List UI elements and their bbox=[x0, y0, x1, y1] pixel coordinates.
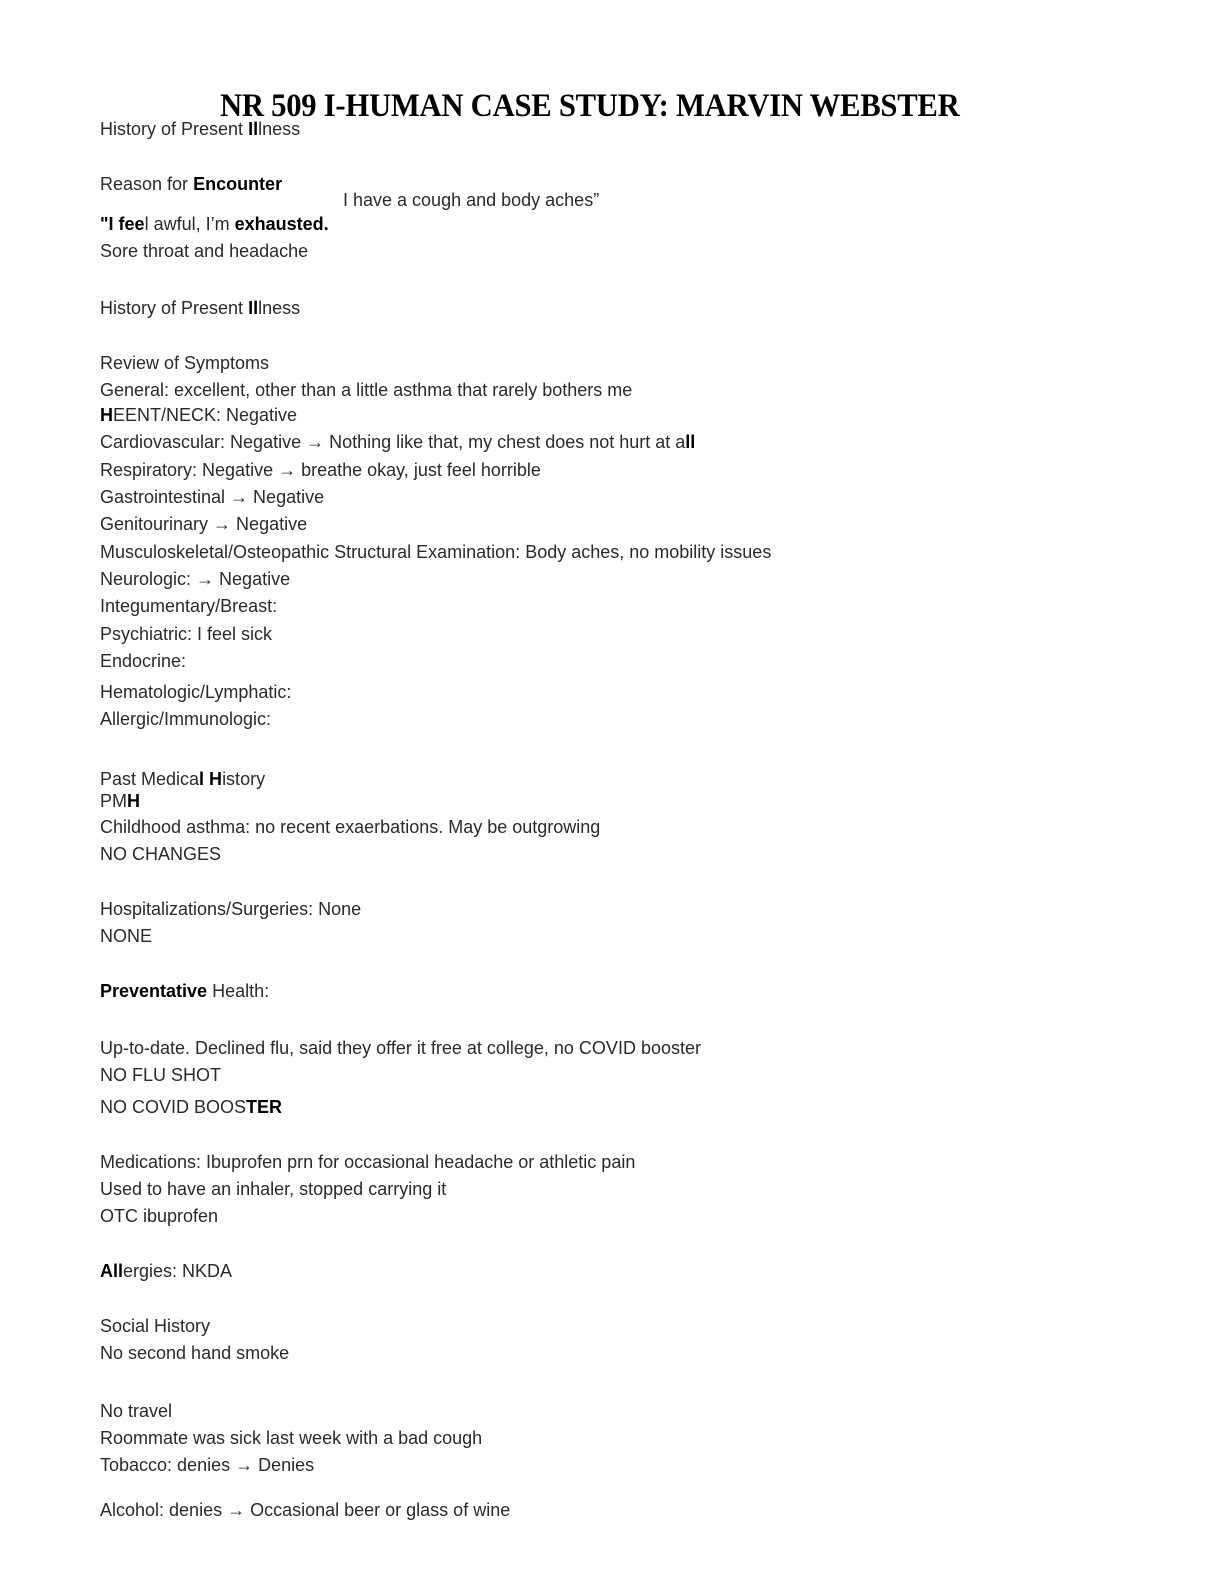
text-segment: "I fee bbox=[100, 214, 145, 234]
text-line bbox=[100, 173, 282, 195]
text-segment: OTC ibuprofen bbox=[100, 1206, 219, 1226]
text-line bbox=[100, 816, 600, 838]
text-line bbox=[100, 1037, 701, 1059]
text-segment: Roommate was sick last week with a bad cough bbox=[100, 1428, 483, 1448]
text-segment: Reason for bbox=[100, 174, 194, 194]
text-line bbox=[100, 898, 361, 920]
text-line bbox=[100, 925, 152, 947]
text-line bbox=[100, 240, 308, 262]
text-segment: I have a cough and body aches” bbox=[343, 190, 600, 210]
text-segment: Tobacco: denies → Denies bbox=[100, 1455, 315, 1475]
text-segment: NO CHANGES bbox=[100, 844, 222, 864]
text-segment: Integumentary/Breast: bbox=[100, 596, 278, 616]
text-segment: Up-to-date. Declined flu, said they offer it free at college, no COVID booster bbox=[100, 1038, 701, 1058]
text-line bbox=[100, 1064, 221, 1086]
text-line bbox=[100, 843, 221, 865]
text-line bbox=[100, 1454, 314, 1476]
text-segment: Hospitalizations/Surgeries: None bbox=[100, 899, 362, 919]
text-segment: Childhood asthma: no recent exaerbations. May be outgrowing bbox=[100, 817, 601, 837]
text-segment: Gastrointestinal → Negative bbox=[100, 487, 325, 507]
text-line bbox=[100, 404, 297, 426]
text-segment: istory bbox=[222, 769, 266, 789]
text-line bbox=[100, 681, 291, 703]
text-segment: Respiratory: Negative → breathe okay, just feel horrible bbox=[100, 460, 541, 480]
text-segment: Endocrine: bbox=[100, 651, 187, 671]
text-line bbox=[100, 486, 324, 508]
text-segment: Musculoskeletal/Osteopathic Structural Examination: Body aches, no mobility issues bbox=[100, 542, 772, 562]
text-segment: Genitourinary → Negative bbox=[100, 514, 308, 534]
text-line bbox=[100, 623, 272, 645]
text-segment: Il bbox=[248, 119, 259, 139]
text-segment: exhausted. bbox=[234, 214, 329, 234]
text-line bbox=[343, 189, 599, 211]
text-segment: No second hand smoke bbox=[100, 1343, 290, 1363]
text-line bbox=[100, 459, 541, 481]
text-segment: Cardiovascular: Negative → Nothing like that, my chest does not hurt at a bbox=[100, 432, 686, 452]
text-segment: Health: bbox=[207, 981, 270, 1001]
text-segment: lness bbox=[258, 119, 301, 139]
text-segment: Used to have an inhaler, stopped carrying it bbox=[100, 1179, 447, 1199]
text-line bbox=[100, 541, 771, 563]
text-segment: History of Present bbox=[100, 119, 249, 139]
text-line bbox=[100, 379, 632, 401]
text-line bbox=[100, 1151, 635, 1173]
text-line bbox=[100, 431, 695, 453]
text-segment: Allergic/Immunologic: bbox=[100, 709, 272, 729]
text-line bbox=[100, 650, 186, 672]
text-segment: Social History bbox=[100, 1316, 211, 1336]
text-segment: Past Medica bbox=[100, 769, 200, 789]
document-title: NR 509 I-HUMAN CASE STUDY: MARVIN WEBSTER bbox=[220, 88, 960, 124]
text-segment: Il bbox=[248, 298, 259, 318]
text-segment: H bbox=[100, 405, 113, 425]
text-segment: History of Present bbox=[100, 298, 249, 318]
text-segment: l H bbox=[199, 769, 223, 789]
text-segment: Review of Symptoms bbox=[100, 353, 270, 373]
text-line bbox=[100, 1260, 232, 1282]
text-segment: No travel bbox=[100, 1401, 173, 1421]
text-segment: Hematologic/Lymphatic: bbox=[100, 682, 292, 702]
text-line bbox=[100, 768, 265, 790]
text-line bbox=[100, 1178, 446, 1200]
text-line bbox=[100, 297, 300, 319]
text-line bbox=[100, 595, 277, 617]
text-line bbox=[100, 213, 329, 235]
text-segment: General: excellent, other than a little asthma that rarely bothers me bbox=[100, 380, 633, 400]
text-segment: Sore throat and headache bbox=[100, 241, 309, 261]
text-line bbox=[100, 790, 140, 812]
text-line bbox=[100, 568, 290, 590]
text-line bbox=[100, 352, 269, 374]
text-segment: lness bbox=[258, 298, 301, 318]
text-line bbox=[100, 118, 300, 140]
text-segment: ergies: NKDA bbox=[123, 1261, 233, 1281]
text-segment: EENT/NECK: Negative bbox=[113, 405, 298, 425]
text-segment: Psychiatric: I feel sick bbox=[100, 624, 273, 644]
text-line bbox=[100, 1315, 210, 1337]
text-segment: Preventative bbox=[100, 981, 208, 1001]
text-segment: All bbox=[100, 1261, 124, 1281]
text-segment: TER bbox=[246, 1097, 283, 1117]
text-line bbox=[100, 1427, 482, 1449]
text-segment: Encounter bbox=[193, 174, 283, 194]
text-segment: ll bbox=[685, 432, 696, 452]
text-segment: Alcohol: denies → Occasional beer or glass of wine bbox=[100, 1500, 511, 1520]
text-line bbox=[100, 1400, 172, 1422]
text-segment: Medications: Ibuprofen prn for occasional headache or athletic pain bbox=[100, 1152, 636, 1172]
text-segment: l awful, I’m bbox=[144, 214, 235, 234]
text-segment: Neurologic: → Negative bbox=[100, 569, 291, 589]
text-line bbox=[100, 980, 269, 1002]
text-line bbox=[100, 1499, 510, 1521]
text-segment: NO COVID BOOS bbox=[100, 1097, 247, 1117]
text-line bbox=[100, 1096, 282, 1118]
text-segment: PM bbox=[100, 791, 127, 811]
text-line bbox=[100, 513, 307, 535]
text-line bbox=[100, 1205, 218, 1227]
text-segment: NO FLU SHOT bbox=[100, 1065, 222, 1085]
text-segment: H bbox=[127, 791, 140, 811]
text-line bbox=[100, 708, 271, 730]
text-line bbox=[100, 1342, 289, 1364]
text-segment: NONE bbox=[100, 926, 153, 946]
